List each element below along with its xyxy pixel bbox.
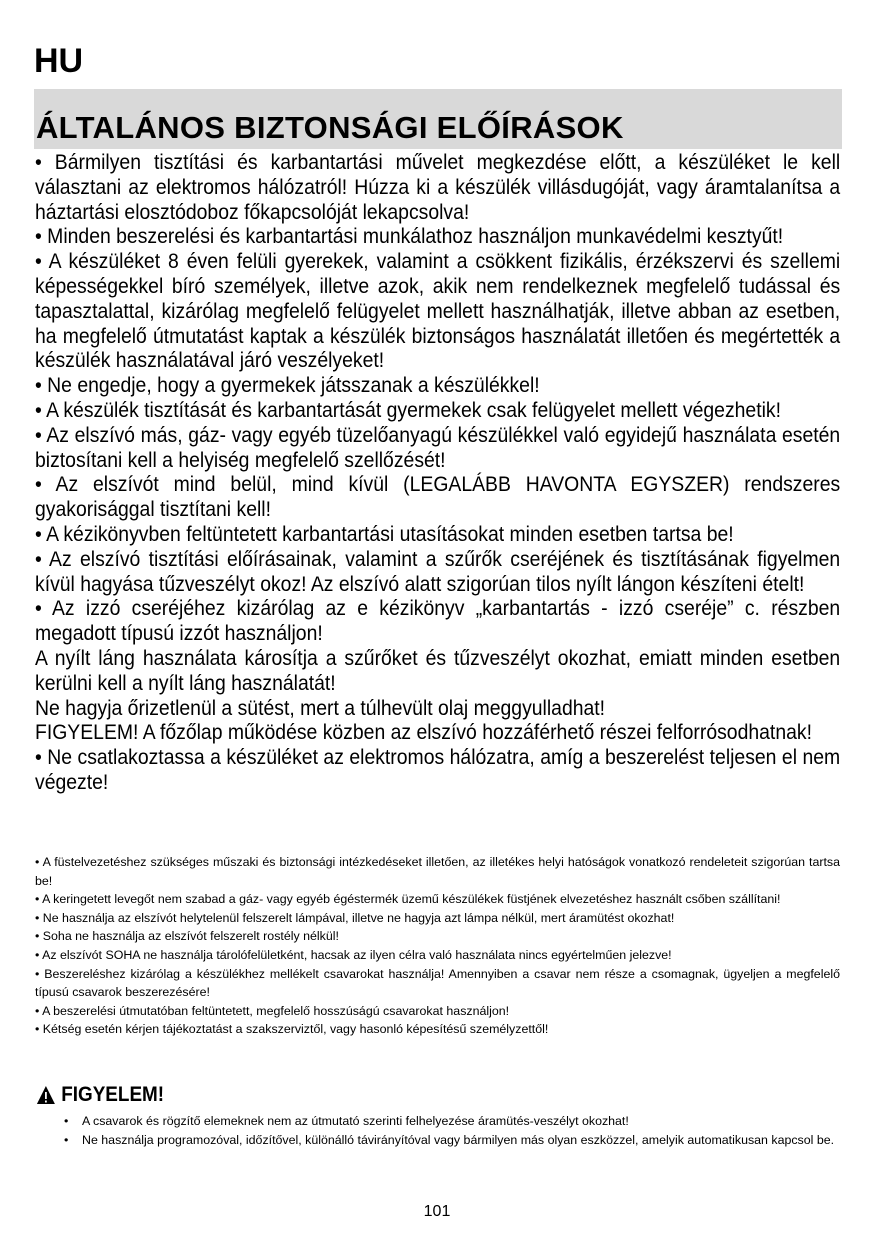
paragraph: • A füstelvezetéshez szükséges műszaki és biztonsági intézkedéseket illetően, az illetékes helyi hatóságok vonatkozó rendeleteit szigorúan tartsa be! [35, 855, 840, 888]
paragraph: • Soha ne használja az elszívót felszerelt rostély nélkül! [35, 929, 339, 944]
paragraph: • Ne engedje, hogy a gyermekek játsszanak a készülékkel! [35, 374, 540, 398]
paragraph: • A készüléket 8 éven felüli gyerekek, valamint a csökkent fizikális, érzékszervi és szellemi képességekkel bíró személyek, illetve azok, akik nem rendelkeznek megfelelő tudással és tapasztalattal, kizárólag megfelelő felügyelet mellett használhatják, illetve abban az esetben, ha megfelelő útmutatást kaptak a készülék biztonságos használatát illetően és megértették a készülék használatával járó veszélyeket! [35, 250, 841, 373]
paragraph: • A készülék tisztítását és karbantartását gyermekek csak felügyelet mellett végezhetik! [35, 398, 781, 422]
paragraph: • Kétség esetén kérjen tájékoztatást a szakszerviztől, vagy hasonló képesítésű személyzettől! [35, 1022, 549, 1037]
page-number: 101 [423, 1203, 451, 1220]
warning-list [64, 1112, 840, 1149]
paragraph: • Az izzó cseréjéhez kizárólag az e kézikönyv „karbantartás - izzó cseréje” c. részben megadott típusú izzót használjon! [35, 597, 841, 646]
paragraph: • Ne csatlakoztassa a készüléket az elektromos hálózatra, amíg a beszerelést teljesen el nem végezte! [35, 746, 841, 794]
paragraph: • A keringetett levegőt nem szabad a gáz- vagy egyéb égéstermék üzemű készülékek füstjének elvezetéshez használt csőben szállítani! [35, 892, 781, 907]
paragraph: Ne hagyja őrizetlenül a sütést, mert a túlhevült olaj meggyulladhat! [35, 696, 606, 720]
list-item-text: A csavarok és rögzítő elemeknek nem az útmutató szerinti felhelyezése áramütés-veszélyt okozhat! [82, 1114, 629, 1128]
paragraph: • Minden beszerelési és karbantartási munkálathoz használjon munkavédelmi kesztyűt! [35, 225, 784, 249]
small-safety-text [35, 853, 840, 1039]
paragraph: • Bármilyen tisztítási és karbantartási művelet megkezdése előtt, a készüléket le kell választani az elektromos hálózatról! Húzza ki a készülék villásdugóját, vagy áramtalanítsa a háztartási elosztódoboz főkapcsolóját lekapcsolva! [35, 151, 841, 224]
paragraph: • Ne használja az elszívót helytelenül felszerelt lámpával, illetve ne hagyja azt lámpa nélkül, mert áramütést okozhat! [35, 910, 675, 925]
bullet: • [64, 1132, 69, 1147]
list-item [64, 1112, 840, 1131]
paragraph: FIGYELEM! A főzőlap működése közben az elszívó hozzáférhető részei felforrósodhatnak! [35, 721, 812, 745]
paragraph: • Az elszívó más, gáz- vagy egyéb tüzelőanyagú készülékkel való egyidejű használata esetén biztosítani kell a helyiség megfelelő szellőzését! [35, 423, 841, 472]
paragraph: • A beszerelési útmutatóban feltüntetett, megfelelő hosszúságú csavarokat használjon! [35, 1003, 510, 1018]
bullet: • [64, 1114, 69, 1128]
language-code: HU [34, 42, 84, 80]
warning-heading-text: FIGYELEM! [61, 1083, 165, 1106]
paragraph: • Az elszívót SOHA ne használja tárolófelületként, hacsak az ilyen célra való használata nincs egyértelműen jelezve! [35, 947, 672, 962]
paragraph: • A kézikönyvben feltüntetett karbantartási utasításokat minden esetben tartsa be! [35, 522, 734, 546]
list-item [64, 1131, 840, 1150]
section-title: ÁLTALÁNOS BIZTONSÁGI ELŐÍRÁSOK [36, 110, 624, 145]
paragraph: • Beszereléshez kizárólag a készülékhez mellékelt csavarokat használja! Amennyiben a csavar nem része a csomagnak, ügyeljen a megfelelő típusú csavarok beszerezésére! [35, 966, 840, 1000]
paragraph: A nyílt láng használata károsítja a szűrőket és tűzveszélyt okozhat, emiatt minden esetben kerülni kell a nyílt láng használatát! [35, 646, 841, 695]
main-safety-text [35, 151, 840, 796]
list-item-text: Ne használja programozóval, időzítővel, különálló távirányítóval vagy bármilyen más olyan eszközzel, amelyik automatikusan kapcsol be. [82, 1132, 835, 1147]
paragraph: • Az elszívót mind belül, mind kívül (LEGALÁBB HAVONTA EGYSZER) rendszeres gyakorisággal tisztítani kell! [35, 473, 841, 522]
warning-heading [36, 1083, 164, 1107]
paragraph: • Az elszívó tisztítási előírásainak, valamint a szűrők cseréjének és tisztításának figyelmen kívül hagyása tűzveszélyt okoz! Az elszívó alatt szigorúan tilos nyílt lángon készíteni ételt! [35, 547, 841, 596]
warning-triangle-icon [36, 1085, 56, 1105]
